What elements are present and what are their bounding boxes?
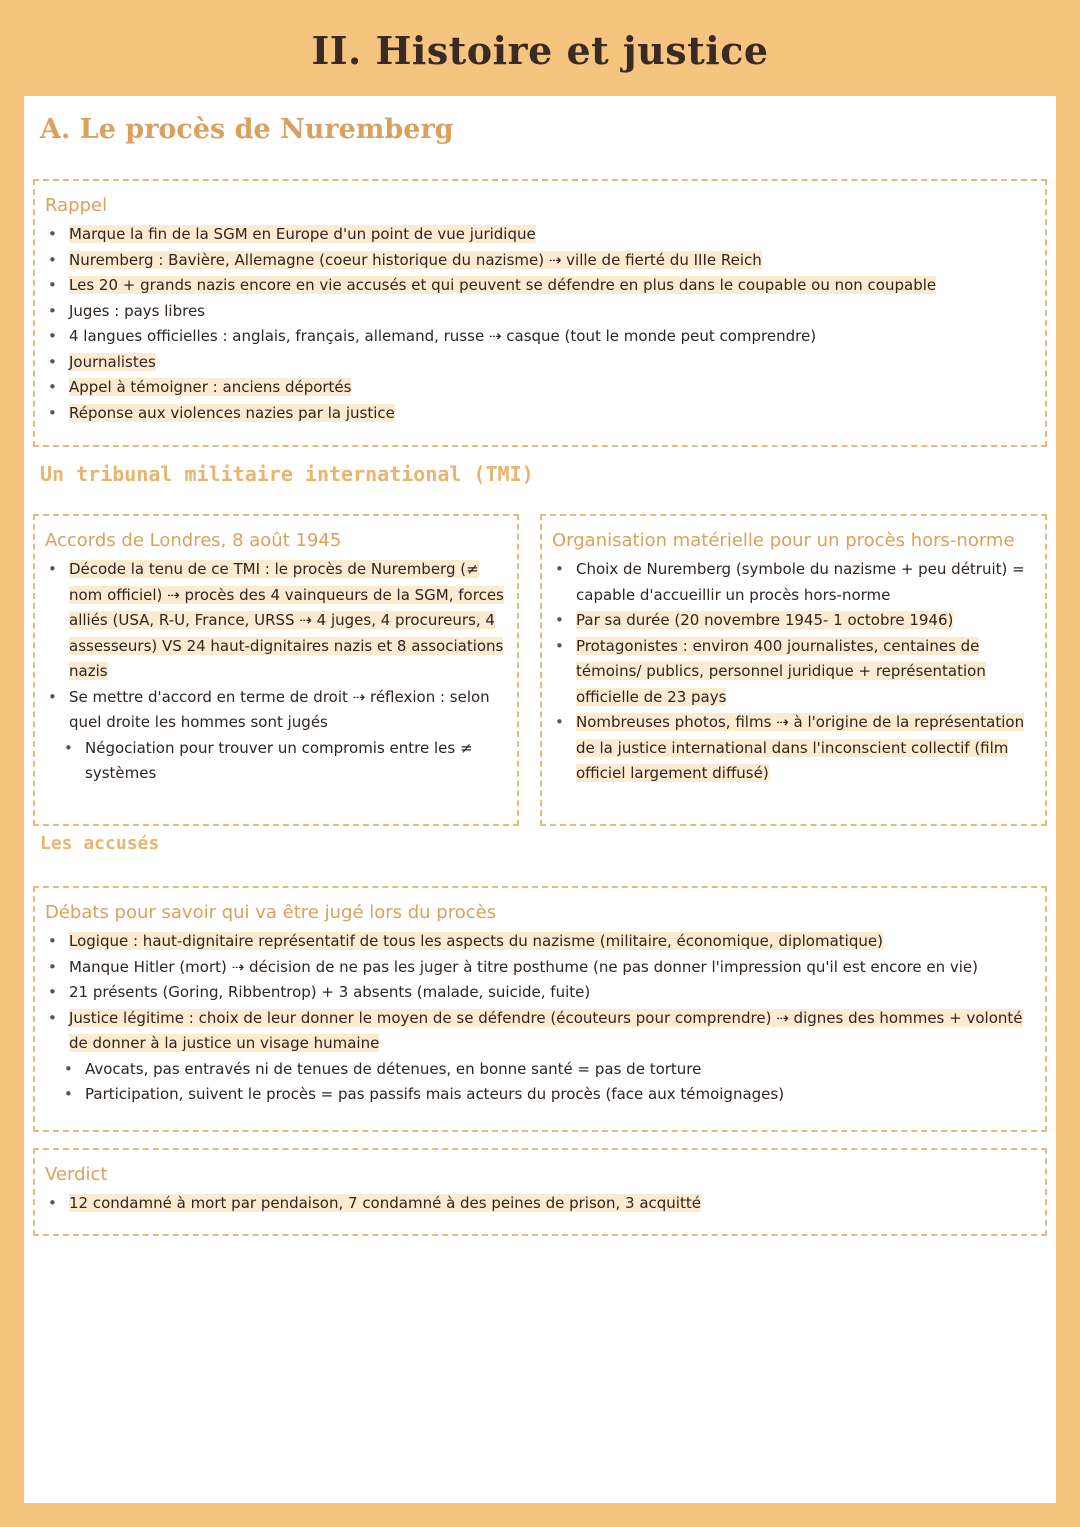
list-item: • Juges : pays libres xyxy=(45,299,1035,325)
debats-title: Débats pour savoir qui va être jugé lors du procès xyxy=(45,902,497,923)
list-item: • Marque la fin de la SGM en Europe d'un point de vue juridique xyxy=(45,222,1035,248)
verdict-box xyxy=(33,1148,1047,1236)
note-sheet xyxy=(24,96,1056,1503)
list-item: • 21 présents (Goring, Ribbentrop) + 3 absents (malade, suicide, fuite) xyxy=(45,980,1035,1006)
organisation-box xyxy=(540,514,1047,826)
list-item: • Nombreuses photos, films ⇢ à l'origine de la représentation de la justice international dans l'inconscient collectif (film officiel largement diffusé) xyxy=(552,710,1035,787)
subtitle-tmi: Un tribunal militaire international (TMI) xyxy=(40,462,534,486)
list-item: • Logique : haut-dignitaire représentatif de tous les aspects du nazisme (militaire, économique, diplomatique) xyxy=(45,929,1035,955)
debats-list xyxy=(45,929,1035,1108)
list-item: • Décode la tenu de ce TMI : le procès de Nuremberg (≠ nom officiel) ⇢ procès des 4 vainqueurs de la SGM, forces alliés (USA, R-U, France, URSS ⇢ 4 juges, 4 procureurs, 4 assesseurs) VS 24 haut-dignitaires nazis et 8 associations nazis xyxy=(45,557,507,685)
list-item: • Choix de Nuremberg (symbole du nazisme + peu détruit) = capable d'accueillir un procès hors-norme xyxy=(552,557,1035,608)
verdict-list xyxy=(45,1191,1035,1217)
londres-title: Accords de Londres, 8 août 1945 xyxy=(45,530,342,551)
list-item: • Avocats, pas entravés ni de tenues de détenues, en bonne santé = pas de torture xyxy=(45,1057,1035,1083)
subtitle-accuses: Les accusés xyxy=(40,833,160,854)
list-item: • Nuremberg : Bavière, Allemagne (coeur historique du nazisme) ⇢ ville de fierté du IIIe Reich xyxy=(45,248,1035,274)
list-item: • Protagonistes : environ 400 journalistes, centaines de témoins/ publics, personnel juridique + représentation officielle de 23 pays xyxy=(552,634,1035,711)
londres-list xyxy=(45,557,507,787)
list-item: • Négociation pour trouver un compromis entre les ≠ systèmes xyxy=(45,736,507,787)
organisation-title: Organisation matérielle pour un procès hors-norme xyxy=(552,530,1015,551)
debats-box xyxy=(33,886,1047,1132)
rappel-list xyxy=(45,222,1035,426)
list-item: • Justice légitime : choix de leur donner le moyen de se défendre (écouteurs pour comprendre) ⇢ dignes des hommes + volonté de donner à la justice un visage humaine xyxy=(45,1006,1035,1057)
list-item: • Les 20 + grands nazis encore en vie accusés et qui peuvent se défendre en plus dans le coupable ou non coupable xyxy=(45,273,1035,299)
list-item: • Par sa durée (20 novembre 1945- 1 octobre 1946) xyxy=(552,608,1035,634)
rappel-title: Rappel xyxy=(45,195,108,216)
organisation-list xyxy=(552,557,1035,787)
list-item: • Participation, suivent le procès = pas passifs mais acteurs du procès (face aux témoignages) xyxy=(45,1082,1035,1108)
section-title: A. Le procès de Nuremberg xyxy=(40,114,454,145)
list-item: • Réponse aux violences nazies par la justice xyxy=(45,401,1035,427)
list-item: • 12 condamné à mort par pendaison, 7 condamné à des peines de prison, 3 acquitté xyxy=(45,1191,1035,1217)
rappel-box xyxy=(33,179,1047,447)
page-title: II. Histoire et justice xyxy=(311,28,769,73)
verdict-title: Verdict xyxy=(45,1164,108,1185)
list-item: • Manque Hitler (mort) ⇢ décision de ne pas les juger à titre posthume (ne pas donner l'impression qu'il est encore en vie) xyxy=(45,955,1035,981)
list-item: • Journalistes xyxy=(45,350,1035,376)
list-item: • Appel à témoigner : anciens déportés xyxy=(45,375,1035,401)
list-item: • Se mettre d'accord en terme de droit ⇢ réflexion : selon quel droite les hommes sont jugés xyxy=(45,685,507,736)
list-item: • 4 langues officielles : anglais, français, allemand, russe ⇢ casque (tout le monde peut comprendre) xyxy=(45,324,1035,350)
londres-box xyxy=(33,514,519,826)
